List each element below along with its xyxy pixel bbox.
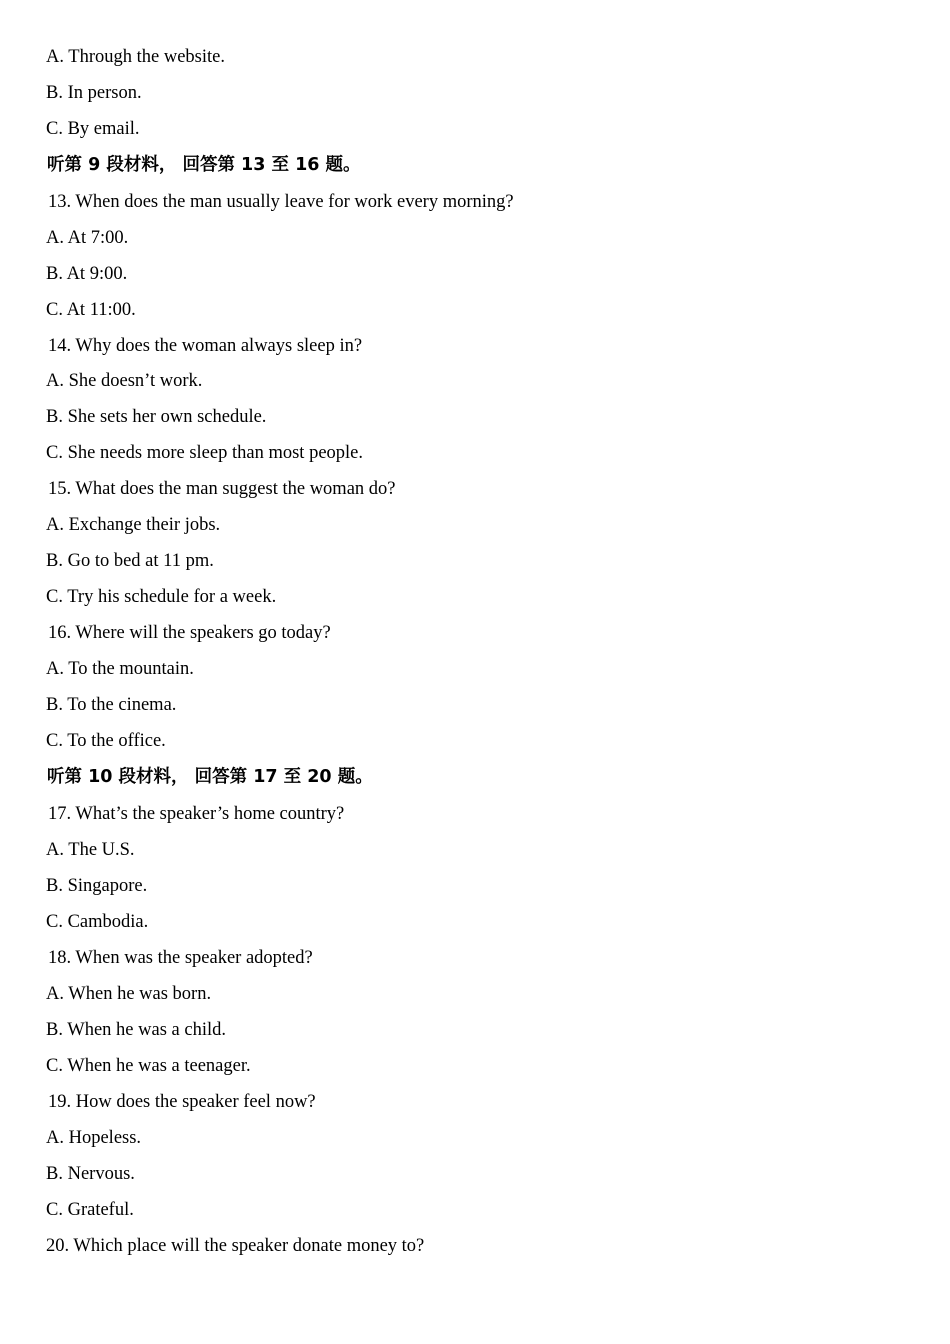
question-line: 15. What does the man suggest the woman do?: [48, 479, 396, 499]
option-line: B. When he was a child.: [46, 1020, 226, 1040]
option-line: A. At 7:00.: [46, 228, 129, 248]
section-heading: 听第 9 段材料， 回答第 13 至 16 题。: [47, 155, 361, 175]
option-line: B. In person.: [46, 83, 142, 103]
option-line: C. Try his schedule for a week.: [46, 587, 277, 607]
option-line: B. Go to bed at 11 pm.: [46, 551, 214, 571]
question-line: 16. Where will the speakers go today?: [48, 623, 331, 643]
question-line: 17. What’s the speaker’s home country?: [48, 804, 345, 824]
option-line: A. The U.S.: [46, 840, 135, 860]
option-line: C. When he was a teenager.: [46, 1056, 251, 1076]
option-line: B. At 9:00.: [46, 264, 128, 284]
option-line: B. Singapore.: [46, 876, 148, 896]
option-line: C. To the office.: [46, 731, 166, 751]
question-line: 18. When was the speaker adopted?: [48, 948, 313, 968]
option-line: C. At 11:00.: [46, 300, 136, 320]
option-line: A. She doesn’t work.: [46, 371, 203, 391]
option-line: A. Hopeless.: [46, 1128, 142, 1148]
question-line: 13. When does the man usually leave for work every morning?: [48, 192, 514, 212]
option-line: A. To the mountain.: [46, 659, 194, 679]
section-heading: 听第 10 段材料， 回答第 17 至 20 题。: [47, 767, 373, 787]
option-line: B. To the cinema.: [46, 695, 177, 715]
option-line: C. Grateful.: [46, 1200, 134, 1220]
option-line: A. Through the website.: [46, 47, 225, 67]
option-line: B. Nervous.: [46, 1164, 135, 1184]
question-line: 19. How does the speaker feel now?: [48, 1092, 316, 1112]
option-line: C. Cambodia.: [46, 912, 149, 932]
option-line: A. When he was born.: [46, 984, 212, 1004]
option-line: B. She sets her own schedule.: [46, 407, 267, 427]
option-line: C. She needs more sleep than most people.: [46, 443, 364, 463]
option-line: C. By email.: [46, 119, 140, 139]
question-line: 14. Why does the woman always sleep in?: [48, 336, 363, 356]
question-line: 20. Which place will the speaker donate money to?: [46, 1236, 425, 1256]
option-line: A. Exchange their jobs.: [46, 515, 221, 535]
